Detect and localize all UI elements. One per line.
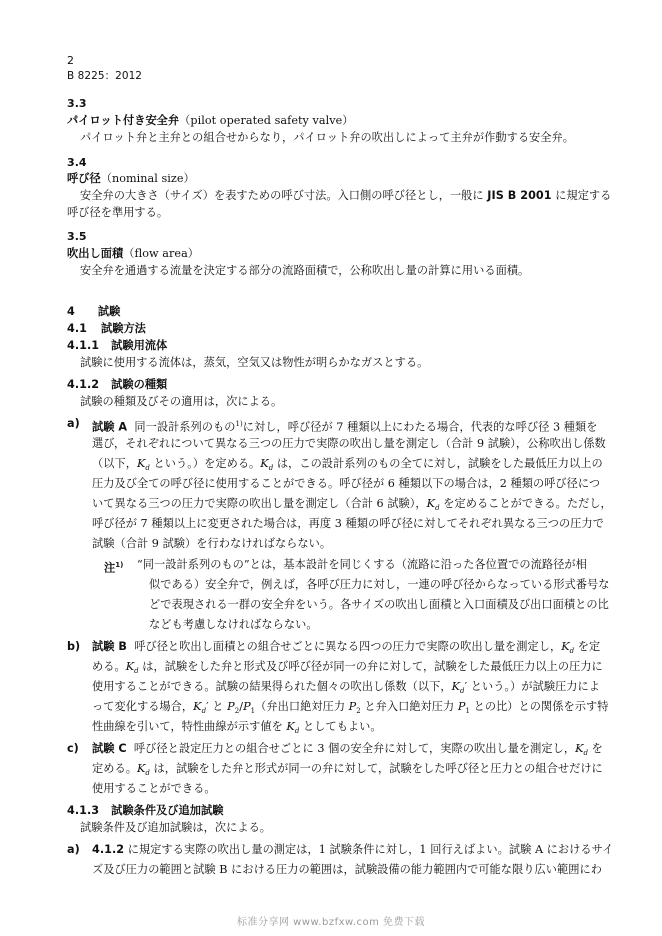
item-4-1-3-a-label: a) <box>67 843 80 856</box>
text: としてもよい。 <box>299 720 382 733</box>
section-4-1-2-intro: 試験の種類及びその適用は，次による。 <box>80 395 283 408</box>
kd-symbol: K <box>136 457 146 470</box>
text: と <box>208 700 228 713</box>
item-a-line2: 選び，それぞれについて異なる三つの圧力で実際の吹出し量を測定し（合計 9 試験），公称吹出し係数 <box>92 437 606 450</box>
text: 使用することができる。試験の結果得られた個々の吹出し係数（以下， <box>92 680 452 693</box>
item-b-line4 <box>92 700 608 718</box>
section-number: 4.1 <box>67 322 87 335</box>
text: に対し，呼び径が 7 種類以上にわたる場合，代表的な呼び径 3 種類を <box>242 420 598 434</box>
item-a-line4: 圧力及び全ての呼び径に使用することができる。呼び径が 6 種類以下の場合は，2 種類の呼び径につ <box>92 477 601 490</box>
term-definition-3-5: 安全弁を通過する流量を決定する部分の流路面積で，公称吹出し量の計算に用いる面積。 <box>80 264 530 277</box>
section-4-heading <box>67 305 120 319</box>
section-title: 試験方法 <box>100 322 146 335</box>
kd-symbol: K <box>125 660 135 673</box>
term-heading-3-5 <box>67 247 199 261</box>
section-4-1-3-intro: 試験条件及び追加試験は，次による。 <box>80 821 272 834</box>
page-number: 2 <box>67 54 75 67</box>
text: 安全弁の大きさ（サイズ）を表すための呼び寸法。入口側の呼び径とし，一般に <box>80 189 488 202</box>
kd-subscript: d <box>435 504 440 513</box>
section-number-3-5: 3.5 <box>67 230 87 243</box>
kd-symbol: K <box>426 497 436 510</box>
note-number: 1) <box>115 561 124 569</box>
text: 性曲線を引いて，特性曲線が示す値を <box>92 720 287 733</box>
p1-subscript: 1 <box>465 707 470 716</box>
item-a-line6: 呼び径が 7 種類以上に変更された場合は，再度 3 種類の呼び径に対してそれぞれ異なる三つの圧力で <box>92 517 604 530</box>
text: （弁出口絶対圧力 <box>255 700 349 713</box>
kd-subscript: d <box>294 727 300 736</box>
text: は，試験をした弁と形式が同一の弁に対して，試験をした呼び径と圧力との組合せだけに <box>149 762 603 775</box>
text: に規定する <box>551 189 612 202</box>
item-b-label: b) <box>67 640 81 653</box>
section-title: 試験の種類 <box>111 378 168 391</box>
p1-symbol: P <box>457 700 466 713</box>
prime: ′ <box>206 700 209 713</box>
item-c-line2 <box>92 762 603 780</box>
kd-subscript: d <box>201 707 207 716</box>
section-number: 4 <box>67 305 75 318</box>
section-4-1-heading <box>67 322 146 336</box>
note-line2: 似である）安全弁で，例えば，各呼び圧力に対し，一連の呼び径からなっている形式番号な <box>149 578 610 591</box>
p2-symbol: P <box>227 700 235 713</box>
note-line3: どで表現される一群の安全弁をいう。各サイズの吹出し面積と入口面積及び出口面積との比 <box>149 598 609 611</box>
term-definition-3-3: パイロット弁と主弁との組合せからなり，パイロット弁の吹出しによって主弁が作動する安全弁。 <box>80 131 575 144</box>
text: と弁入口絶対圧力 <box>360 700 458 713</box>
section-4-1-2-heading <box>67 378 167 392</box>
text: という。）が試験圧力によ <box>467 680 601 693</box>
kd-prime-symbol: K <box>193 700 202 713</box>
kd-symbol: K <box>561 640 570 653</box>
text: に規定する実際の吹出し量の測定は，1 試験条件に対し，1 回行えばよい。試験 A におけるサイ <box>124 843 614 856</box>
text: める。 <box>92 660 126 673</box>
section-number: 4.1.3 <box>67 804 100 817</box>
text: 呼び径と吹出し面積との組合せごとに異なる四つの圧力で実際の吹出し量を測定し， <box>134 640 562 653</box>
term-english: （pilot operated safety valve） <box>179 114 354 127</box>
item-a-line1 <box>92 417 597 435</box>
item-a-line5 <box>92 497 612 515</box>
item-title: 試験 A <box>92 420 128 434</box>
p1-symbol: P <box>243 700 251 713</box>
term-title: パイロット付き安全弁 <box>67 114 180 127</box>
kd-subscript: d <box>145 464 150 473</box>
kd-symbol: K <box>286 720 295 733</box>
kd-subscript: d <box>134 667 139 676</box>
term-english: （flow area） <box>123 247 200 260</box>
note-line1: “同一設計系列のもの”とは，基本設計を同じくする（流路に沿った各位置での流路径が相 <box>137 558 587 571</box>
text: を定めることができる。ただし， <box>439 497 612 510</box>
section-title: 試験条件及び追加試験 <box>111 804 224 817</box>
text: 定める。 <box>92 762 137 775</box>
kd-subscript: d <box>145 769 150 778</box>
kd-prime-symbol: K <box>451 680 461 693</box>
kd-subscript: d <box>569 647 575 656</box>
item-b-line5 <box>92 720 382 738</box>
text: との比）との関係を示す特 <box>469 700 609 713</box>
note-word: 注 <box>104 561 116 575</box>
term-english: （nominal size） <box>100 172 195 185</box>
text: を <box>588 742 603 755</box>
section-number-3-3: 3.3 <box>67 97 87 110</box>
footnote-ref: 1) <box>235 420 243 428</box>
kd-symbol: K <box>136 762 146 775</box>
p2-subscript: 2 <box>234 707 240 716</box>
section-number: 4.1.2 <box>67 378 100 391</box>
term-definition-3-4-line1 <box>80 189 611 203</box>
jis-reference: JIS B 2001 <box>487 189 552 202</box>
item-c-line3: 使用することができる。 <box>92 782 216 795</box>
text: って変化する場合， <box>92 700 194 713</box>
text: という。）を定める。 <box>149 457 261 470</box>
note-label <box>104 558 123 576</box>
item-b-line1 <box>92 640 600 658</box>
kd-symbol: K <box>260 457 269 470</box>
text: は，この設計系列のもの全てに対し，試験をした最低圧力以上の <box>273 457 603 470</box>
text: 呼び径と設定圧力との組合せごとに 3 個の安全弁に対して，実際の吹出し量を測定し， <box>133 742 576 755</box>
text: 同一設計系列のもの <box>134 420 236 434</box>
section-number: 4.1.1 <box>67 339 100 352</box>
section-number-3-4: 3.4 <box>67 156 87 169</box>
note-line4: なども考慮しなければならない。 <box>149 618 318 631</box>
term-heading-3-3 <box>67 114 354 128</box>
item-title: 試験 B <box>92 640 127 653</box>
kd-subscript: d <box>268 464 274 473</box>
p2-subscript: 2 <box>356 707 361 716</box>
text: を定 <box>574 640 601 653</box>
section-title: 試験用流体 <box>111 339 168 352</box>
text: （以下， <box>92 457 137 470</box>
term-title: 呼び径 <box>67 172 101 185</box>
p2-symbol: P <box>348 700 357 713</box>
section-4-1-1-heading <box>67 339 167 353</box>
footer-watermark: 标准分享网 www.bzfxw.com 免费下载 <box>237 917 425 928</box>
item-4-1-3-a-line1 <box>92 843 613 857</box>
item-a-label: a) <box>67 417 80 430</box>
section-title: 試験 <box>97 305 121 318</box>
term-title: 吹出し面積 <box>67 247 124 260</box>
section-4-1-1-body: 試験に使用する流体は，蒸気，空気又は物性が明らかなガスとする。 <box>80 356 429 369</box>
slash: / <box>239 700 244 713</box>
item-4-1-3-a-line2: ズ及び圧力の範囲と試験 B における圧力の範囲は，試験設備の能力範囲内で可能な限り広い範囲にわ <box>92 863 602 876</box>
term-definition-3-4-line2: 呼び径を準用する。 <box>67 206 169 219</box>
standard-id: B 8225：2012 <box>67 70 143 82</box>
clause-reference: 4.1.2 <box>92 843 125 856</box>
prime: ′ <box>464 680 468 693</box>
item-c-label: c) <box>67 742 79 755</box>
kd-symbol: K <box>575 742 584 755</box>
item-b-line3 <box>92 680 600 698</box>
item-c-line1 <box>92 742 603 760</box>
item-a-line3 <box>92 457 603 475</box>
item-b-line2 <box>92 660 603 678</box>
p1-subscript: 1 <box>250 707 256 716</box>
item-a-line7: 試験（合計 9 試験）を行わなければならない。 <box>92 537 332 550</box>
kd-subscript: d <box>460 687 465 696</box>
text: は，試験をした弁と形式及び呼び径が同一の弁に対して，試験をした最低圧力以上の圧力に <box>138 660 603 673</box>
item-title: 試験 C <box>92 742 127 755</box>
section-4-1-3-heading <box>67 804 224 818</box>
term-heading-3-4 <box>67 172 195 186</box>
text: いて異なる三つの圧力で実際の吹出し量を測定し（合計 6 試験）， <box>92 497 427 510</box>
kd-subscript: d <box>583 749 589 758</box>
